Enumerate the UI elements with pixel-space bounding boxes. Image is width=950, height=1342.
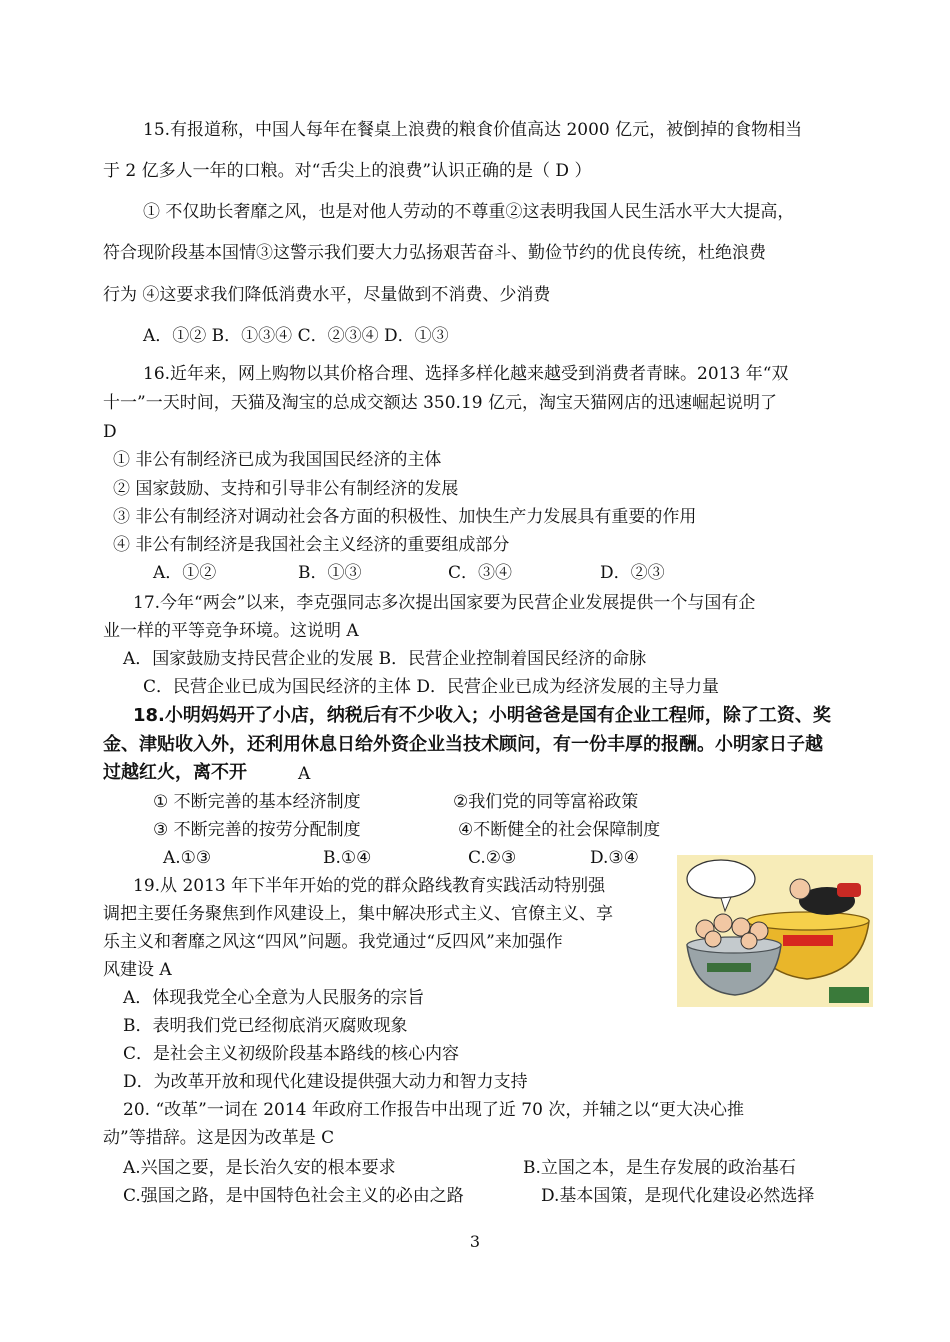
q18-option-d: D.③④ (590, 848, 639, 868)
q19-line-3: 乐主义和奢靡之风这“四风”问题。我党通过“反四风”来加强作 (103, 932, 563, 952)
q20-option-b: B.立国之本，是生存发展的政治基石 (523, 1158, 796, 1178)
q17-line-4: C．民营企业已成为国民经济的主体 D．民营企业已成为经济发展的主导力量 (143, 677, 720, 697)
q16-line-3: D (103, 422, 117, 442)
q18-option-a: A.①③ (163, 848, 212, 868)
q20-option-d: D.基本国策，是现代化建设必然选择 (541, 1186, 815, 1206)
q15-line-1: 15.有报道称，中国人每年在餐桌上浪费的粮食价值高达 2000 亿元，被倒掉的食物相当 (143, 120, 803, 140)
q16-item-3: ③ 非公有制经济对调动社会各方面的积极性、加快生产力发展具有重要的作用 (113, 507, 697, 527)
q15-line-3: ① 不仅助长奢靡之风，也是对他人劳动的不尊重②这表明我国人民生活水平大大提高， (143, 202, 795, 222)
q18-option-c: C.②③ (468, 848, 517, 868)
q16-option-d: D．②③ (600, 563, 665, 583)
q15-line-2: 于 2 亿多人一年的口粮。对“舌尖上的浪费”认识正确的是（ D ） (103, 161, 592, 181)
q18-answer: A (298, 764, 311, 784)
page-number: 3 (469, 1232, 481, 1251)
q17-line-2: 业一样的平等竞争环境。这说明 A (103, 621, 359, 641)
q18-line-1: 18.小明妈妈开了小店，纳税后有不少收入；小明爸爸是国有企业工程师，除了工资、奖 (133, 705, 831, 726)
q20-line-1: 20. “改革”一词在 2014 年政府工作报告中出现了近 70 次，并辅之以“更大决心推 (123, 1100, 745, 1120)
q16-item-1: ① 非公有制经济已成为我国国民经济的主体 (113, 450, 442, 470)
q16-option-c: C．③④ (448, 563, 513, 583)
q15-line-5: 行为 ④这要求我们降低消费水平，尽量做到不消费、少消费 (103, 285, 551, 305)
cartoon-illustration (677, 855, 873, 1007)
q18-item-1: ① 不断完善的基本经济制度 (153, 792, 361, 812)
q16-item-2: ② 国家鼓励、支持和引导非公有制经济的发展 (113, 479, 459, 499)
q18-item-2: ②我们党的同等富裕政策 (453, 792, 639, 812)
q16-option-b: B．①③ (298, 563, 362, 583)
q19-line-2: 调把主要任务聚焦到作风建设上，集中解决形式主义、官僚主义、享 (103, 904, 613, 924)
q19-option-d: D．为改革开放和现代化建设提供强大动力和智力支持 (123, 1072, 528, 1092)
q18-option-b: B.①④ (323, 848, 372, 868)
q18-line-2: 金、津贴收入外，还利用休息日给外资企业当技术顾问，有一份丰厚的报酬。小明家日子越 (103, 734, 823, 755)
q20-line-2: 动”等措辞。这是因为改革是 C (103, 1128, 335, 1148)
q15-options: A．①② B．①③④ C．②③④ D．①③ (143, 326, 449, 346)
q18-item-4: ④不断健全的社会保障制度 (458, 820, 661, 840)
q19-option-c: C．是社会主义初级阶段基本路线的核心内容 (123, 1044, 460, 1064)
q19-line-4: 风建设 A (103, 960, 172, 980)
q19-option-b: B．表明我们党已经彻底消灭腐败现象 (123, 1016, 408, 1036)
q19-line-1: 19.从 2013 年下半年开始的党的群众路线教育实践活动特别强 (133, 876, 606, 896)
q16-item-4: ④ 非公有制经济是我国社会主义经济的重要组成部分 (113, 535, 510, 555)
q16-line-1: 16.近年来，网上购物以其价格合理、选择多样化越来越受到消费者青睐。2013 年“双 (143, 364, 789, 384)
q18-item-3: ③ 不断完善的按劳分配制度 (153, 820, 361, 840)
q18-line-3: 过越红火，离不开 (103, 762, 247, 783)
q15-line-4: 符合现阶段基本国情③这警示我们要大力弘扬艰苦奋斗、勤俭节约的优良传统，杜绝浪费 (103, 243, 766, 263)
cartoon-svg (677, 855, 873, 1007)
q16-option-a: A．①② (153, 563, 217, 583)
q17-line-3: A．国家鼓励支持民营企业的发展 B．民营企业控制着国民经济的命脉 (123, 649, 647, 669)
q20-option-a: A.兴国之要，是长治久安的根本要求 (123, 1158, 396, 1178)
q20-option-c: C.强国之路，是中国特色社会主义的必由之路 (123, 1186, 464, 1206)
q16-line-2: 十一”一天时间，天猫及淘宝的总成交额达 350.19 亿元，淘宝天猫网店的迅速崛起说明了 (103, 393, 777, 413)
q17-line-1: 17.今年“两会”以来，李克强同志多次提出国家要为民营企业发展提供一个与国有企 (133, 593, 756, 613)
q19-option-a: A．体现我党全心全意为人民服务的宗旨 (123, 988, 425, 1008)
